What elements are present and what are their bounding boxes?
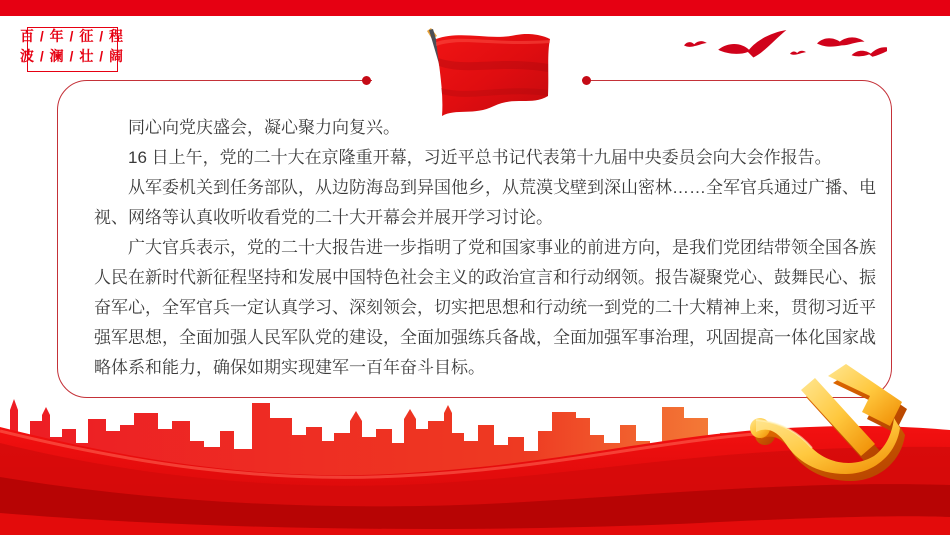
slide-badge (20, 26, 150, 74)
paragraph-2: 16 日上午，党的二十大在京隆重开幕，习近平总书记代表第十九届中央委员会向大会作报告。 (128, 148, 832, 167)
red-flag-icon (398, 26, 556, 122)
badge-line-2: 波 / 澜 / 壮 / 阔 (20, 48, 125, 64)
party-emblem-icon (742, 362, 912, 490)
badge-line-1: 百 / 年 / 征 / 程 (20, 28, 125, 44)
top-red-bar (0, 0, 950, 16)
body-text (94, 113, 876, 383)
divider-dot-left (362, 76, 371, 85)
divider-dot-right (582, 76, 591, 85)
paragraph-3: 从军委机关到任务部队，从边防海岛到异国他乡，从荒漠戈壁到深山密林……全军官兵通过广播、电视、网络等认真收听收看党的二十大开幕会并展开学习讨论。 (94, 178, 876, 227)
paragraph-1: 同心向党庆盛会，凝心聚力向复兴。 (128, 118, 400, 137)
flying-birds-icon (672, 28, 887, 70)
paragraph-4: 广大官兵表示，党的二十大报告进一步指明了党和国家事业的前进方向，是我们党团结带领全国各族人民在新时代新征程坚持和发展中国特色社会主义的政治宣言和行动纲领。报告凝聚党心、鼓舞民心、振奋军心，全军官兵一定认真学习、深刻领会，切实把思想和行动统一到党的二十大精神上来，贯彻习近平强军思想，全面加强人民军队党的建设，全面加强练兵备战，全面加强军事治理，巩固提高一体化国家战略体系和能力，确保如期实现建军一百年奋斗目标。 (94, 238, 876, 377)
